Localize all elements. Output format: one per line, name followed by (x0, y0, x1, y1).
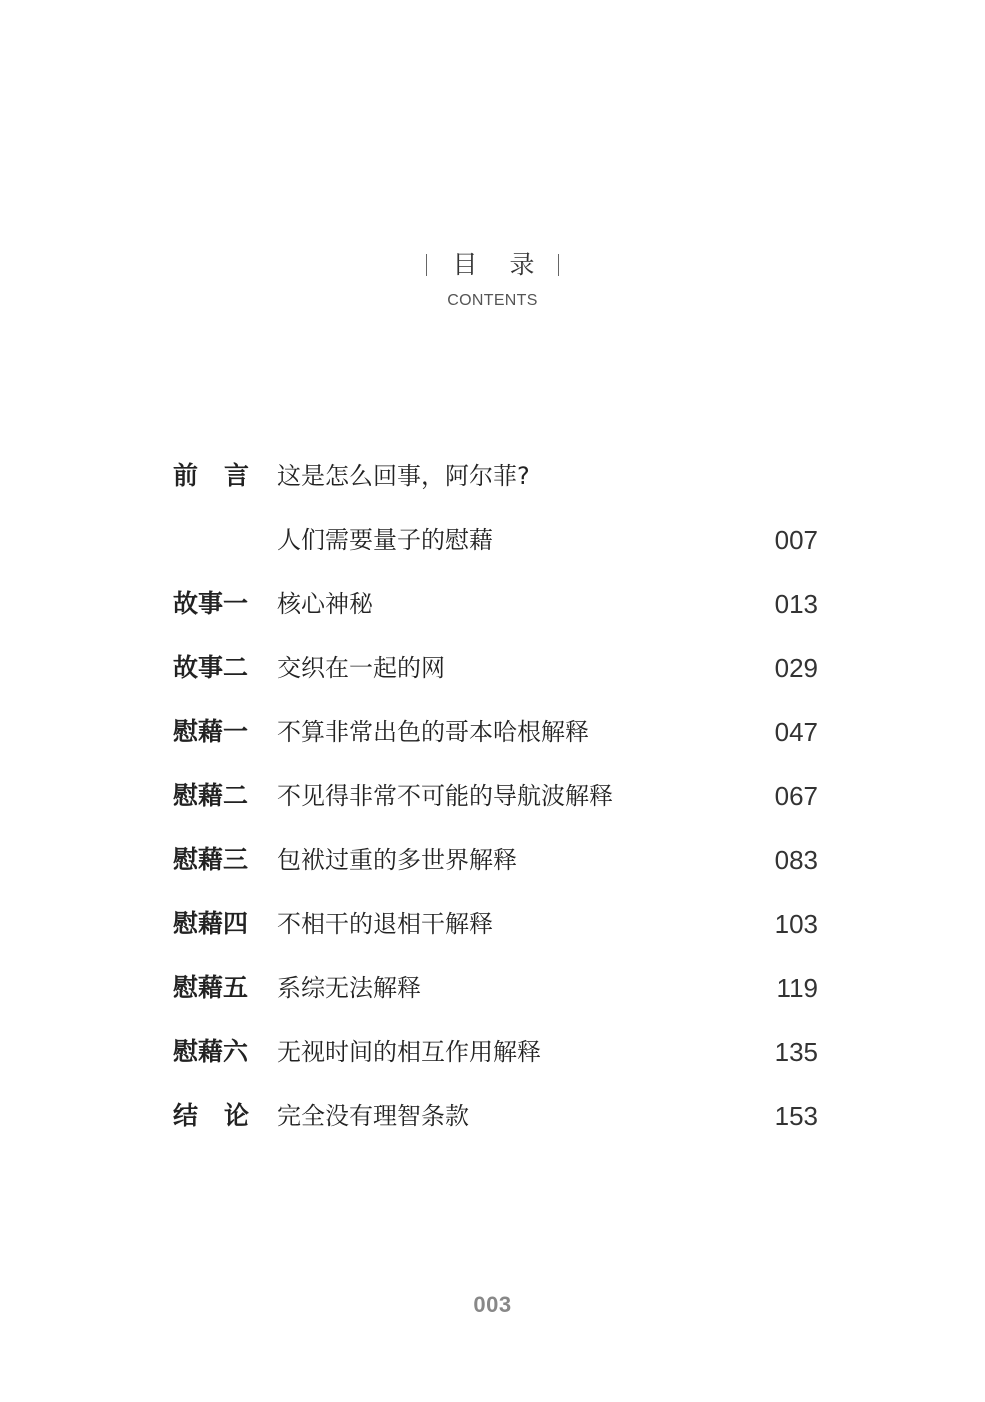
toc-entry-title: 系综无法解释 (277, 974, 421, 1002)
toc-entry-comfort-4[interactable] (0, 892, 985, 956)
toc-entry-title: 人们需要量子的慰藉 (277, 526, 493, 554)
toc-entry-page: 083 (774, 845, 818, 875)
toc-entry-title: 这是怎么回事，阿尔菲? (277, 462, 530, 490)
toc-entry-conclusion[interactable] (0, 1084, 985, 1148)
toc-entry-comfort-6[interactable] (0, 1020, 985, 1084)
toc-entry-label: 慰藉二 (173, 781, 249, 810)
toc-heading: 目 录 (452, 250, 547, 279)
toc-entry-label: 慰藉三 (173, 845, 249, 874)
toc-entry-title: 不见得非常不可能的导航波解释 (277, 782, 613, 810)
toc-entry-page: 067 (774, 781, 818, 811)
toc-title-row (0, 248, 985, 282)
toc-entry-preface[interactable] (0, 444, 985, 508)
toc-entry-page: 135 (774, 1037, 818, 1067)
title-right-bar (558, 254, 559, 276)
toc-entry-page: 013 (774, 589, 818, 619)
toc-entry-title: 不相干的退相干解释 (277, 910, 493, 938)
toc-entry-page: 153 (774, 1101, 818, 1131)
toc-entry-title: 核心神秘 (277, 590, 373, 618)
toc-entry-title: 包袱过重的多世界解释 (277, 846, 517, 874)
title-left-bar (426, 254, 427, 276)
toc-entry-page: 047 (774, 717, 818, 747)
toc-entry-page: 103 (774, 909, 818, 939)
toc-entry-label: 慰藉六 (173, 1037, 249, 1066)
toc-entry-label: 前言 (173, 461, 276, 490)
toc-entry-story-1[interactable] (0, 572, 985, 636)
toc-entry-label: 结论 (173, 1101, 276, 1130)
toc-entry-title: 交织在一起的网 (277, 654, 445, 682)
table-of-contents (0, 444, 985, 1148)
toc-entry-story-2[interactable] (0, 636, 985, 700)
toc-entry-page: 007 (774, 525, 818, 555)
toc-entry-label: 故事二 (173, 653, 249, 682)
toc-entry-label: 慰藉五 (173, 973, 249, 1002)
toc-entry-comfort-3[interactable] (0, 828, 985, 892)
toc-entry-page: 029 (774, 653, 818, 683)
toc-entry-comfort-2[interactable] (0, 764, 985, 828)
toc-entry-label: 慰藉一 (173, 717, 249, 746)
toc-subheading: CONTENTS (447, 292, 538, 309)
toc-entry-comfort-5[interactable] (0, 956, 985, 1020)
toc-entry-title: 无视时间的相互作用解释 (277, 1038, 541, 1066)
toc-entry-title: 不算非常出色的哥本哈根解释 (277, 718, 589, 746)
toc-entry-title: 完全没有理智条款 (277, 1102, 469, 1130)
toc-entry-comfort-1[interactable] (0, 700, 985, 764)
toc-entry-label: 慰藉四 (173, 909, 249, 938)
page-number: 003 (473, 1292, 512, 1317)
toc-entry-page: 119 (776, 973, 818, 1003)
toc-entry-preface-sub[interactable] (0, 508, 985, 572)
toc-header (0, 248, 985, 310)
toc-entry-label: 故事一 (173, 589, 249, 618)
